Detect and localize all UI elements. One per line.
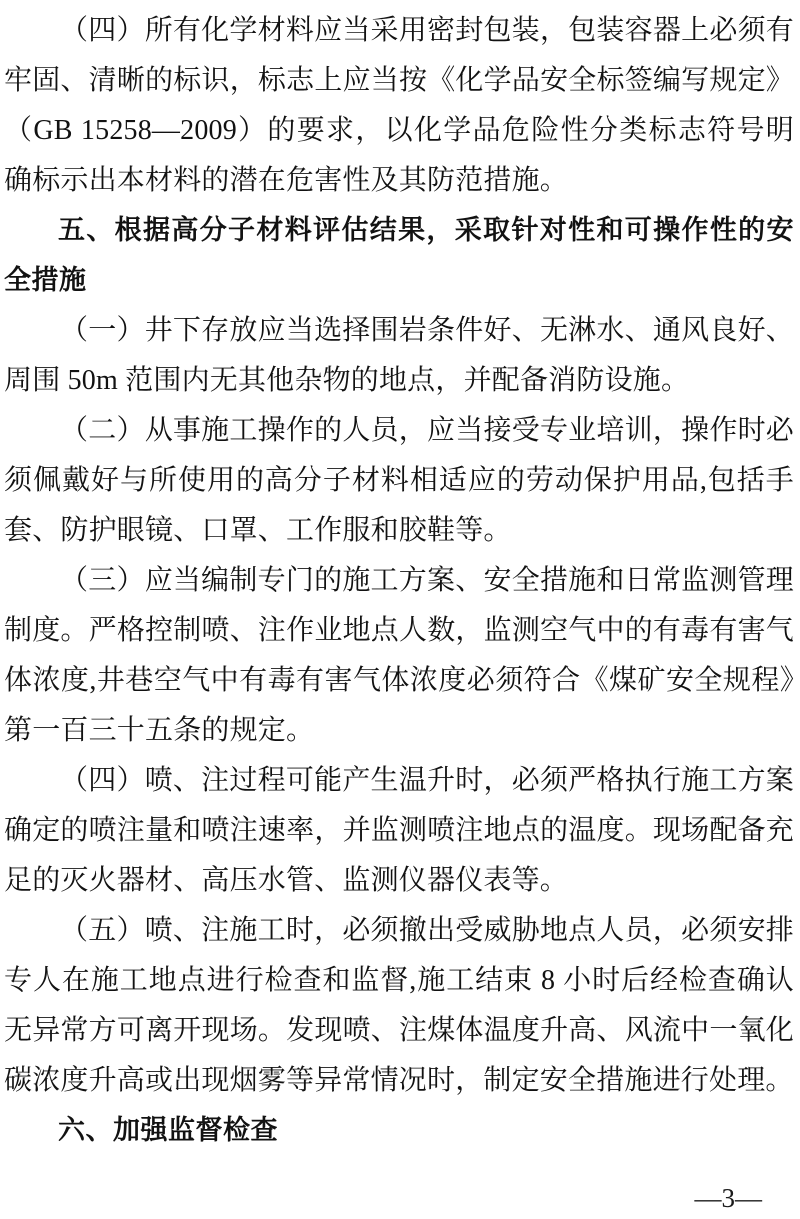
section-heading-5-safety-measures: 五、根据高分子材料评估结果，采取针对性和可操作性的安全措施	[4, 215, 794, 296]
paragraph-item-3-construction-plan: （三）应当编制专门的施工方案、安全措施和日常监测管理制度。严格控制喷、注作业地点人数，监测空气中的有毒有害气体浓度,井巷空气中有毒有害气体浓度必须符合《煤矿安全规程》第一百三十五条的规定。	[4, 565, 794, 746]
paragraph-item-4-chemical-packaging: （四）所有化学材料应当采用密封包装，包装容器上必须有牢固、清晰的标识，标志上应当按《化学品安全标签编写规定》（GB 15258—2009）的要求，以化学品危险性分类标志符号明确标示出本材料的潜在危害性及其防范措施。	[4, 15, 794, 196]
section-heading-6-supervision: 六、加强监督检查	[58, 1115, 278, 1146]
paragraph-item-5-spray-injection-work: （五）喷、注施工时，必须撤出受威胁地点人员，必须安排专人在施工地点进行检查和监督,施工结束 8 小时后经检查确认无异常方可离开现场。发现喷、注煤体温度升高、风流中一氧化碳浓度升高或出现烟雾等异常情况时，制定安全措施进行处理。	[4, 915, 794, 1096]
paragraph-item-2-worker-training: （二）从事施工操作的人员，应当接受专业培训，操作时必须佩戴好与所使用的高分子材料相适应的劳动保护用品,包括手套、防护眼镜、口罩、工作服和胶鞋等。	[4, 415, 794, 546]
paragraph-item-4-temperature-rise: （四）喷、注过程可能产生温升时，必须严格执行施工方案确定的喷注量和喷注速率，并监测喷注地点的温度。现场配备充足的灭火器材、高压水管、监测仪器仪表等。	[4, 765, 794, 896]
page-number: —3—	[694, 1183, 762, 1213]
paragraph-item-1-underground-storage: （一）井下存放应当选择围岩条件好、无淋水、通风良好、周围 50m 范围内无其他杂物的地点，并配备消防设施。	[4, 315, 794, 396]
